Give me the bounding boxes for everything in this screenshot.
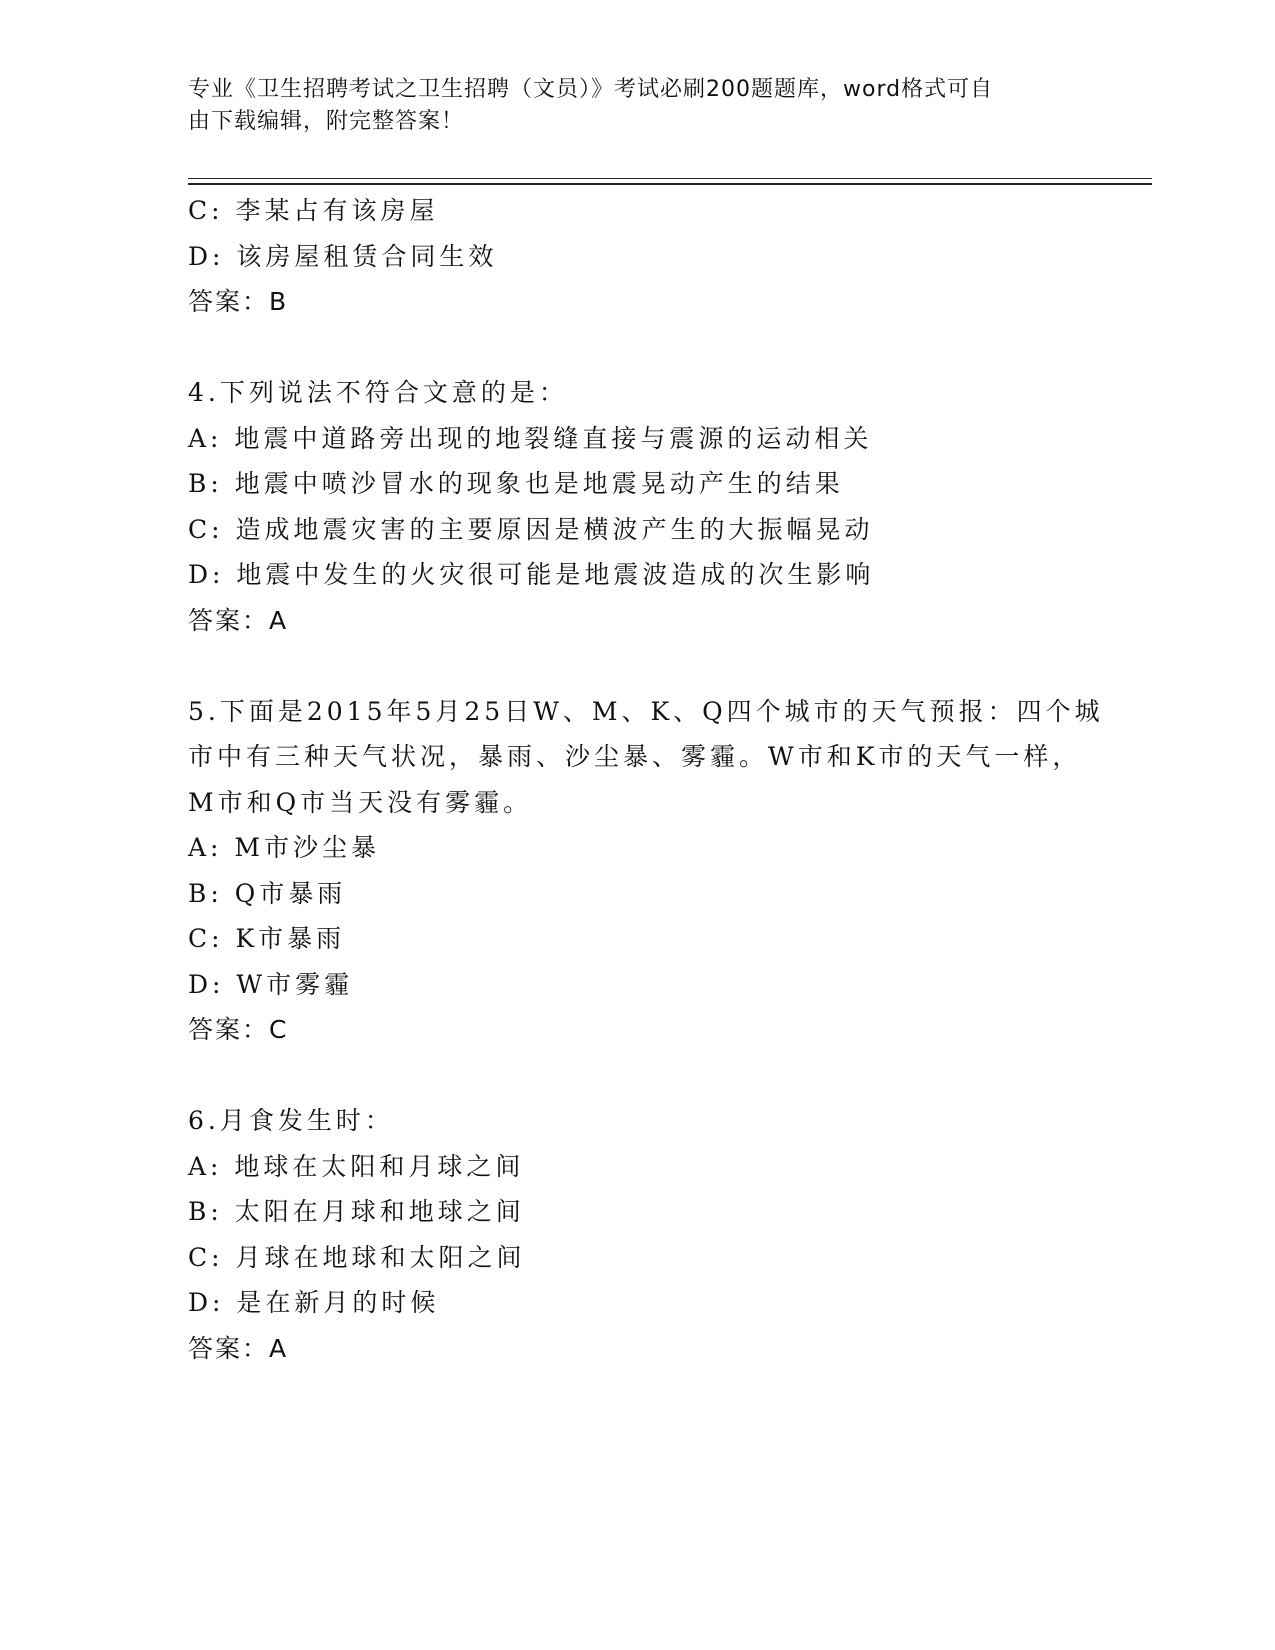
question-stem: 4.下列说法不符合文意的是： — [188, 378, 568, 407]
answer-line: 答案：A — [188, 1333, 289, 1363]
option-a: A: M市沙尘暴 — [188, 833, 381, 862]
option-b: B: Q市暴雨 — [188, 878, 347, 908]
question-stem-line-2: 市中有三种天气状况，暴雨、沙尘暴、雾霾。W市和K市的天气一样， — [188, 742, 1082, 771]
option-c: C: 李某占有该房屋 — [188, 196, 439, 225]
option-b: B: 地震中喷沙冒水的现象也是地震晃动产生的结果 — [188, 469, 844, 498]
spacer — [188, 643, 1128, 689]
spacer — [188, 1053, 1128, 1099]
question-3-tail — [188, 188, 1128, 325]
question-5 — [188, 689, 1128, 1053]
header-divider-thin — [188, 178, 1152, 179]
header-line-2: 由下载编辑，附完整答案！ — [188, 109, 465, 134]
option-c: C: 造成地震灾害的主要原因是横波产生的大振幅晃动 — [188, 514, 874, 544]
question-6 — [188, 1098, 1128, 1371]
option-c: C: K市暴雨 — [188, 924, 346, 953]
option-d: D: 该房屋租赁合同生效 — [188, 241, 498, 271]
question-4 — [188, 370, 1128, 643]
option-a: A: 地球在太阳和月球之间 — [188, 1151, 525, 1181]
answer-line: 答案：C — [188, 1015, 289, 1044]
document-header — [188, 74, 1068, 138]
header-divider-thick — [188, 183, 1152, 185]
option-c: C: 月球在地球和太阳之间 — [188, 1242, 526, 1272]
option-a: A: 地震中道路旁出现的地裂缝直接与震源的运动相关 — [188, 423, 873, 453]
option-d: D: 是在新月的时候 — [188, 1288, 440, 1317]
question-stem: 6.月食发生时： — [188, 1106, 394, 1135]
question-stem-line-3: M市和Q市当天没有雾霾。 — [188, 787, 533, 817]
question-list — [188, 188, 1128, 1371]
header-line-1: 专业《卫生招聘考试之卫生招聘（文员）》考试必刷200题题库，word格式可自 — [188, 77, 994, 102]
option-b: B: 太阳在月球和地球之间 — [188, 1197, 525, 1226]
question-stem-line-1: 5.下面是2015年5月25日W、M、K、Q四个城市的天气预报：四个城 — [188, 696, 1104, 726]
option-d: D: W市雾霾 — [188, 969, 354, 999]
answer-line: 答案：B — [188, 287, 289, 316]
option-d: D: 地震中发生的火灾很可能是地震波造成的次生影响 — [188, 560, 875, 589]
answer-line: 答案：A — [188, 605, 289, 635]
spacer — [188, 325, 1128, 371]
